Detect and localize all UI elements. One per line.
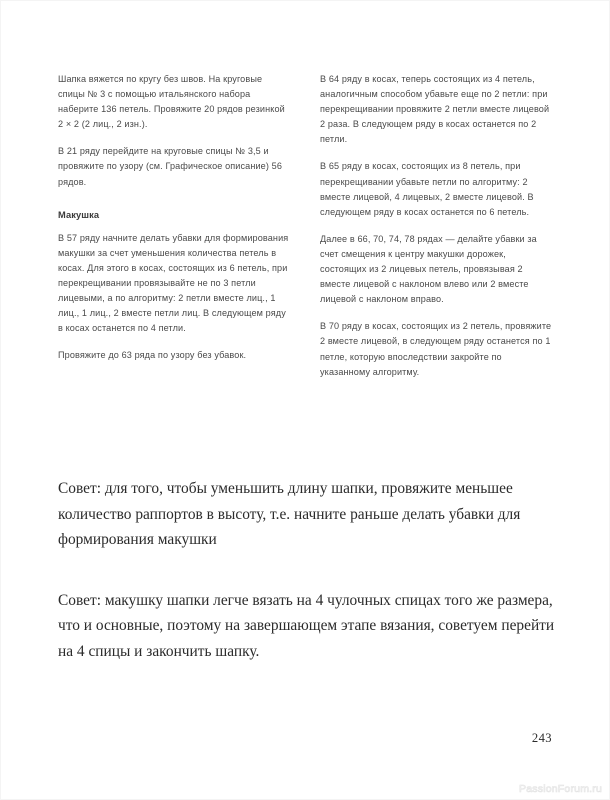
paragraph-row-21: В 21 ряду перейдите на круговые спицы № 3,5 и провяжите по узору (см. Графическое описание) 56 рядов. (58, 146, 283, 187)
paragraph-row-57-decreases: В 57 ряду начните делать убавки для формирования макушки за счет уменьшения количества петель в косах. Для этого в косах, состоящих из 6 петель, при перекрещивании провязывайте не по 3 петли лицевыми, а по алгоритму: 2 петли вместе лиц., 1 лиц., 1 лиц., 2 вместе петли лиц. В следующем ряду в косах останется по 4 петли. (58, 232, 289, 334)
paragraph-rows-66-78: Далее в 66, 70, 74, 78 рядах — делайте убавки за счет смещения к центру макушки дорожек, состоящих из 2 лицевых петель, провязывая 2 вместе лицевой с наклоном влево или 2 вместе лицевой с наклоном вправо. (320, 233, 537, 305)
section-heading-makushka: Макушка (58, 209, 100, 220)
page-number: 243 (531, 731, 552, 745)
paragraph-row-64: В 64 ряду в косах, теперь состоящих из 4 петель, аналогичным способом убавьте еще по 2 петли: при перекрещивании провяжите 2 петли вместе лицевой 2 раза. В следующем ряду в косах останется по 2 петли. (320, 74, 550, 145)
tip-four-needles: Совет: макушку шапки легче вязать на 4 чулочных спицах того же размера, что и основные, поэтому на завершающем этапе вязания, советуем перейти на 4 спицы и закончить шапку. (58, 591, 555, 660)
paragraph-row-63: Провяжите до 63 ряда по узору без убавок. (58, 350, 247, 361)
left-column (58, 72, 290, 380)
watermark: PassionForum.ru (519, 783, 602, 795)
right-column (320, 72, 552, 380)
paragraph-cast-on: Шапка вяжется по кругу без швов. На круговые спицы № 3 с помощью итальянского набора наберите 136 петель. Провяжите 20 рядов резинкой 2 × 2 (2 лиц., 2 изн.). (58, 74, 285, 130)
tip-shorten-hat: Совет: для того, чтобы уменьшить длину шапки, провяжите меньшее количество раппортов в высоту, т.е. начните раньше делать убавки для формирования макушки (58, 480, 521, 549)
two-column-body (58, 72, 552, 380)
paragraph-row-70: В 70 ряду в косах, состоящих из 2 петель, провяжите 2 вместе лицевой, в следующем ряду останется по 1 петле, которую впоследствии закройте по указанному алгоритму. (320, 321, 552, 377)
paragraph-row-65: В 65 ряду в косах, состоящих из 8 петель, при перекрещивании убавьте петли по алгоритму: 2 вместе лицевой, 4 лицевых, 2 вместе лицевой. В следующем ряду в косах останется по 6 петель. (320, 161, 534, 217)
tips-section (58, 476, 558, 665)
